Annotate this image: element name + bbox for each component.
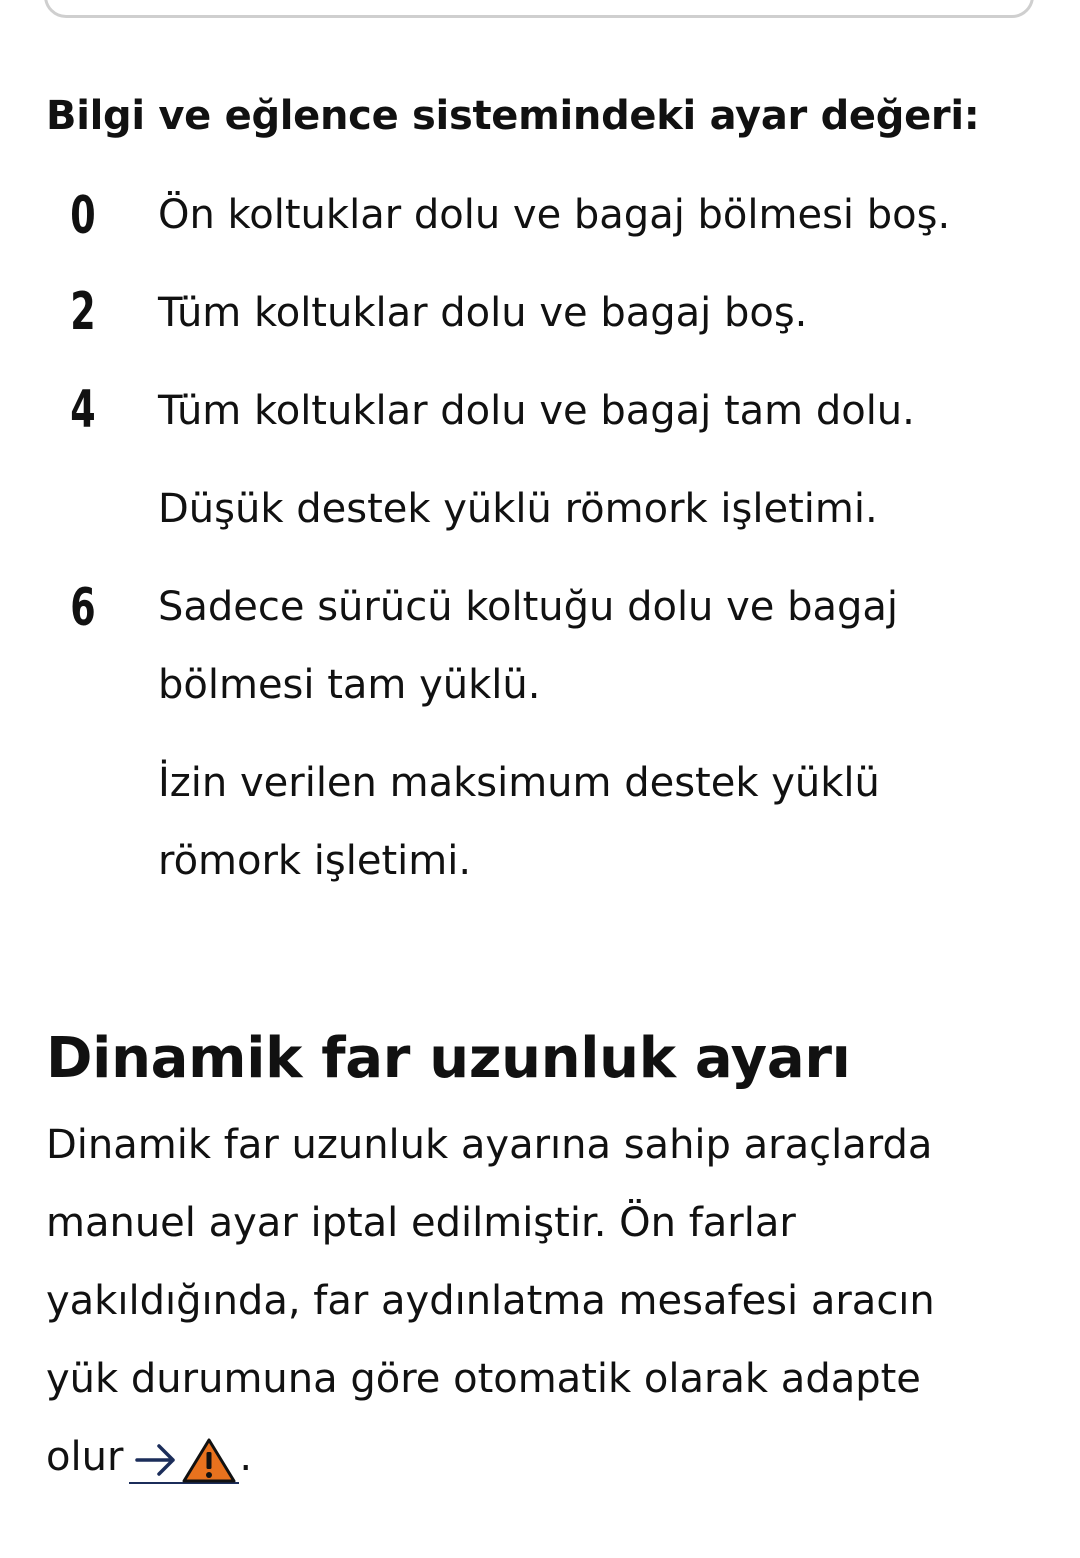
value-description bbox=[158, 568, 1038, 724]
value-description-line: Sadece sürücü koltuğu dolu ve bagaj bbox=[158, 584, 899, 630]
value-description-line: İzin verilen maksimum destek yüklü bbox=[158, 760, 880, 806]
value-key: 2 bbox=[70, 282, 96, 342]
value-description-line: Tüm koltuklar dolu ve bagaj boş. bbox=[158, 290, 808, 336]
warning-reference-link[interactable] bbox=[129, 1430, 239, 1484]
previous-card bbox=[44, 0, 1034, 18]
paragraph-last-text: olur bbox=[46, 1434, 124, 1480]
value-description bbox=[158, 470, 1038, 548]
value-description-line: Tüm koltuklar dolu ve bagaj tam dolu. bbox=[158, 388, 915, 434]
value-description bbox=[158, 744, 1038, 900]
settings-value-label: Bilgi ve eğlence sistemindeki ayar değeri: bbox=[46, 93, 980, 139]
value-description-line: Ön koltuklar dolu ve bagaj bölmesi boş. bbox=[158, 192, 951, 238]
value-description-line: römork işletimi. bbox=[158, 838, 472, 884]
warning-triangle-icon bbox=[181, 1432, 237, 1510]
value-key: 0 bbox=[70, 186, 96, 246]
value-key: 4 bbox=[70, 380, 96, 440]
value-description bbox=[158, 176, 1038, 254]
section-heading: Dinamik far uzunluk ayarı bbox=[46, 1026, 851, 1091]
value-description-line: bölmesi tam yüklü. bbox=[158, 662, 541, 708]
value-description bbox=[158, 372, 1038, 450]
arrow-right-icon bbox=[131, 1432, 181, 1510]
value-description bbox=[158, 274, 1038, 352]
paragraph-line: Dinamik far uzunluk ayarına sahip araçlarda bbox=[46, 1122, 933, 1168]
value-key: 6 bbox=[70, 578, 96, 638]
paragraph-line: manuel ayar iptal edilmiştir. Ön farlar bbox=[46, 1200, 796, 1246]
paragraph-last-line bbox=[46, 1418, 1036, 1496]
paragraph-line: yük durumuna göre otomatik olarak adapte bbox=[46, 1356, 921, 1402]
end-punctuation: . bbox=[239, 1434, 253, 1480]
value-description-line: Düşük destek yüklü römork işletimi. bbox=[158, 486, 878, 532]
paragraph-line: yakıldığında, far aydınlatma mesafesi aracın bbox=[46, 1278, 935, 1324]
body-paragraph bbox=[46, 1106, 1036, 1496]
